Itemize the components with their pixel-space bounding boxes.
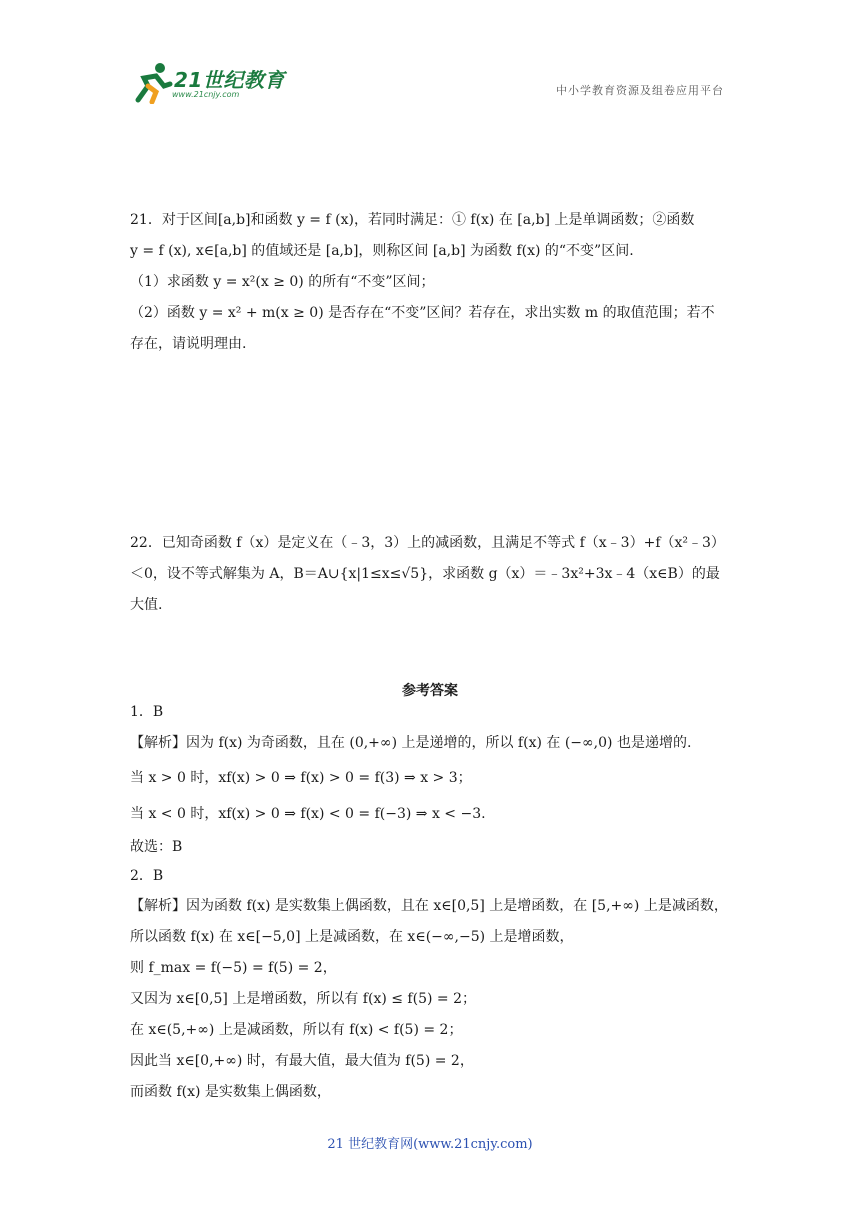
footer-site-link[interactable]: 21 世纪教育网(www.21cnjy.com) <box>327 1137 533 1152</box>
q21-line-3: （1）求函数 y = x²(x ≥ 0) 的所有“不变”区间； <box>130 274 435 290</box>
logo-url: www.21cnjy.com <box>172 90 240 99</box>
q22-line-2: ＜0，设不等式解集为 A，B＝A∪{x|1≤x≤√5}，求函数 g（x）＝﹣3x²+3x﹣4（x∈B）的最 <box>130 566 720 582</box>
header-platform-text: 中小学教育资源及组卷应用平台 <box>556 84 724 97</box>
q21-line-1: 21．对于区间[a,b]和函数 y = f (x)，若同时满足：① f(x) 在 [a,b] 上是单调函数；②函数 <box>130 212 695 228</box>
answer-line: 【解析】因为 f(x) 为奇函数，且在 (0,+∞) 上是递增的，所以 f(x) 在 (−∞,0) 也是递增的. <box>130 735 692 751</box>
answer-line: 因此当 x∈[0,+∞) 时，有最大值，最大值为 f(5) = 2， <box>130 1053 474 1069</box>
answers-title: 参考答案 <box>402 683 458 699</box>
answer-line: 当 x > 0 时，xf(x) > 0 ⇒ f(x) > 0 = f(3) ⇒ x > 3； <box>130 770 472 786</box>
question-22 <box>130 528 730 621</box>
q21-line-5: 存在，请说明理由. <box>130 336 247 352</box>
q22-line-1: 22．已知奇函数 f（x）是定义在（﹣3，3）上的减函数，且满足不等式 f（x﹣3）+f（x²﹣3） <box>130 535 725 551</box>
answer-line: 又因为 x∈[0,5] 上是增函数，所以有 f(x) ≤ f(5) = 2； <box>130 991 476 1007</box>
answer-line: 当 x < 0 时，xf(x) > 0 ⇒ f(x) < 0 = f(−3) ⇒ x < −3. <box>130 806 486 822</box>
answer-line: 在 x∈(5,+∞) 上是减函数，所以有 f(x) < f(5) = 2； <box>130 1022 463 1038</box>
answer-line: 则 f_max = f(−5) = f(5) = 2， <box>130 960 337 976</box>
question-21 <box>130 205 730 360</box>
answer-line: 而函数 f(x) 是实数集上偶函数， <box>130 1084 331 1100</box>
answer-line: 2．B <box>130 868 164 884</box>
answer-line: 所以函数 f(x) 在 x∈[−5,0] 上是减函数，在 x∈(−∞,−5) 上是增函数， <box>130 929 574 945</box>
answer-line: 故选：B <box>130 839 183 855</box>
page-header <box>0 0 860 110</box>
logo-text: 21世纪教育 <box>174 68 285 92</box>
answer-line: 1．B <box>130 704 164 720</box>
answers-section <box>130 698 730 1108</box>
q21-line-4: （2）函数 y = x² + m(x ≥ 0) 是否存在“不变”区间？若存在，求出实数 m 的取值范围；若不 <box>130 305 715 321</box>
site-logo[interactable] <box>130 60 290 104</box>
q22-line-3: 大值. <box>130 597 163 613</box>
q21-line-2: y = f (x), x∈[a,b] 的值域还是 [a,b]，则称区间 [a,b] 为函数 f(x) 的“不变”区间. <box>130 243 634 259</box>
runner-icon <box>130 60 174 104</box>
answer-line: 【解析】因为函数 f(x) 是实数集上偶函数，且在 x∈[0,5] 上是增函数，在 [5,+∞) 上是减函数， <box>130 898 728 914</box>
